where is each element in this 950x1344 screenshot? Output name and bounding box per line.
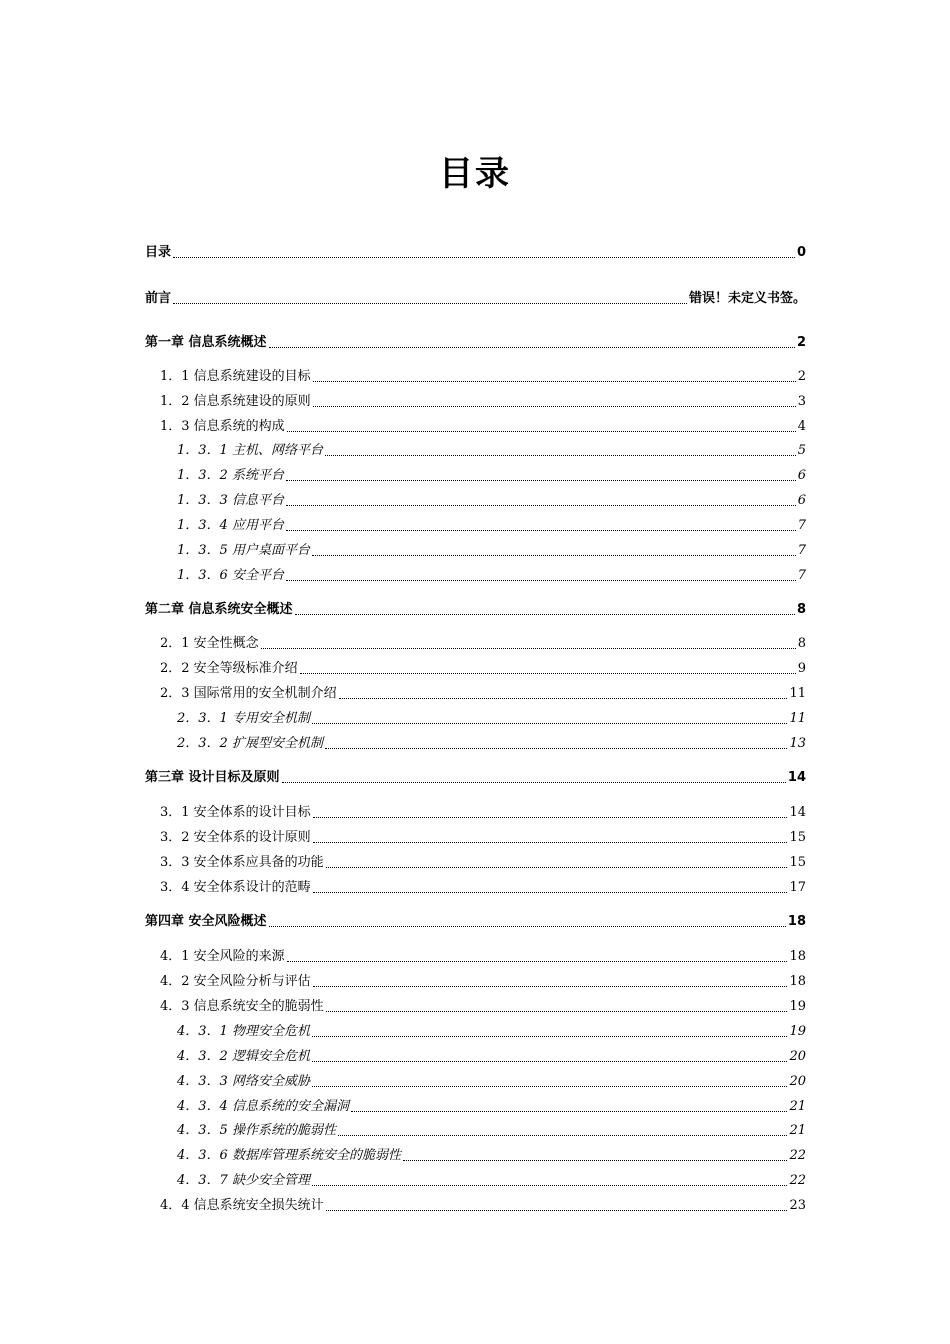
- toc-entry-page-number: 18: [789, 949, 806, 964]
- toc-entry-page-number: 14: [787, 770, 806, 785]
- dot-leader: [326, 867, 788, 868]
- dot-leader: [313, 381, 796, 382]
- toc-entry-title: 1．3．3 信息平台: [177, 493, 284, 508]
- toc-entry[interactable]: [177, 1118, 806, 1140]
- toc-entry-page-number: 22: [789, 1173, 806, 1188]
- toc-entry-title: 第四章 安全风险概述: [145, 914, 267, 929]
- toc-entry[interactable]: [177, 1168, 806, 1190]
- toc-entry-page-number: 20: [789, 1074, 806, 1089]
- toc-entry-title: 3．1 安全体系的设计目标: [160, 805, 311, 820]
- toc-entry-page-number: 2: [797, 369, 806, 384]
- toc-entry-page-number: 21: [789, 1099, 806, 1114]
- toc-entry-page-number: 4: [797, 419, 806, 434]
- toc-entry-page-number: 19: [789, 999, 806, 1014]
- toc-entry-title: 3．3 安全体系应具备的功能: [160, 855, 324, 870]
- toc-entry-page-number: 11: [789, 711, 806, 726]
- toc-entry-title: 2．1 安全性概念: [160, 636, 259, 651]
- toc-entry-page-number: 9: [797, 661, 806, 676]
- toc-entry-title: 3．2 安全体系的设计原则: [160, 830, 311, 845]
- toc-entry[interactable]: [145, 240, 806, 262]
- toc-entry-title: 1．3．6 安全平台: [177, 568, 284, 583]
- dot-leader: [312, 1061, 788, 1062]
- dot-leader: [286, 580, 796, 581]
- toc-entry-title: 1．3．2 系统平台: [177, 468, 284, 483]
- dot-leader: [269, 347, 795, 348]
- toc-entry-page-number: 7: [797, 518, 806, 533]
- toc-entry[interactable]: [177, 463, 806, 485]
- toc-entry[interactable]: [177, 488, 806, 510]
- toc-entry[interactable]: [177, 513, 806, 535]
- dot-leader: [351, 1111, 788, 1112]
- toc-entry-page-number: 7: [797, 568, 806, 583]
- dot-leader: [313, 842, 788, 843]
- toc-entry[interactable]: [177, 706, 806, 728]
- toc-entry-title: 第二章 信息系统安全概述: [145, 602, 293, 617]
- toc-entry-title: 4．3．3 网络安全威胁: [177, 1074, 310, 1089]
- dot-leader: [173, 257, 795, 258]
- toc-entry-page-number: 0: [796, 245, 806, 260]
- toc-entry-page-number: 18: [787, 914, 806, 929]
- toc-entry-title: 1．1 信息系统建设的目标: [160, 369, 311, 384]
- toc-entry[interactable]: [160, 850, 806, 872]
- dot-leader: [403, 1160, 788, 1161]
- dot-leader: [300, 673, 796, 674]
- toc-entry-page-number: 错误！未定义书签。: [688, 291, 806, 306]
- toc-entry[interactable]: [160, 656, 806, 678]
- toc-entry-title: 4．3．1 物理安全危机: [177, 1024, 310, 1039]
- dot-leader: [286, 505, 796, 506]
- dot-leader: [338, 1135, 788, 1136]
- toc-entry-page-number: 17: [789, 880, 806, 895]
- dot-leader: [325, 748, 788, 749]
- toc-entry[interactable]: [177, 1143, 806, 1165]
- dot-leader: [312, 555, 796, 556]
- dot-leader: [287, 961, 788, 962]
- toc-entry-title: 目录: [145, 245, 172, 260]
- dot-leader: [295, 614, 795, 615]
- toc-entry-title: 4．3．2 逻辑安全危机: [177, 1049, 310, 1064]
- toc-entry[interactable]: [160, 994, 806, 1016]
- toc-entry-title: 4．4 信息系统安全损失统计: [160, 1198, 324, 1213]
- toc-entry[interactable]: [160, 944, 806, 966]
- toc-entry-title: 前言: [145, 291, 172, 306]
- dot-leader: [261, 648, 796, 649]
- toc-entry-title: 4．3 信息系统安全的脆弱性: [160, 999, 324, 1014]
- toc-entry-page-number: 18: [789, 974, 806, 989]
- dot-leader: [326, 1011, 788, 1012]
- toc-entry-page-number: 8: [796, 602, 806, 617]
- dot-leader: [313, 817, 788, 818]
- toc-entry[interactable]: [145, 597, 806, 619]
- toc-entry[interactable]: [177, 538, 806, 560]
- toc-entry-title: 第一章 信息系统概述: [145, 335, 267, 350]
- dot-leader: [339, 698, 788, 699]
- dot-leader: [269, 926, 786, 927]
- toc-entry-page-number: 21: [789, 1123, 806, 1138]
- toc-entry[interactable]: [145, 765, 806, 787]
- toc-entry-title: 1．3．1 主机、网络平台: [177, 443, 323, 458]
- toc-entry[interactable]: [177, 563, 806, 585]
- toc-entry[interactable]: [160, 364, 806, 386]
- dot-leader: [287, 431, 796, 432]
- toc-entry[interactable]: [160, 681, 806, 703]
- toc-entry[interactable]: [145, 286, 806, 308]
- toc-entry-title: 1．3 信息系统的构成: [160, 419, 285, 434]
- toc-entry-page-number: 20: [789, 1049, 806, 1064]
- toc-entry-title: 第三章 设计目标及原则: [145, 770, 280, 785]
- dot-leader: [282, 782, 786, 783]
- toc-entry[interactable]: [145, 909, 806, 931]
- toc-entry-page-number: 22: [789, 1148, 806, 1163]
- toc-entry[interactable]: [177, 731, 806, 753]
- toc-entry-title: 4．3．5 操作系统的脆弱性: [177, 1123, 336, 1138]
- toc-entry[interactable]: [160, 1193, 806, 1215]
- toc-entry[interactable]: [160, 389, 806, 411]
- dot-leader: [312, 723, 788, 724]
- toc-entry[interactable]: [160, 800, 806, 822]
- dot-leader: [286, 530, 796, 531]
- toc-entry-title: 1．3．4 应用平台: [177, 518, 284, 533]
- toc-entry-page-number: 15: [789, 855, 806, 870]
- toc-entry[interactable]: [160, 414, 806, 436]
- toc-entry-title: 4．2 安全风险分析与评估: [160, 974, 311, 989]
- toc-entry-title: 4．3．7 缺少安全管理: [177, 1173, 310, 1188]
- toc-entry-title: 3．4 安全体系设计的范畴: [160, 880, 311, 895]
- toc-entry-title: 2．3．1 专用安全机制: [177, 711, 310, 726]
- toc-entry[interactable]: [145, 330, 806, 352]
- dot-leader: [313, 406, 796, 407]
- toc-entry-page-number: 14: [789, 805, 806, 820]
- toc-entry[interactable]: [177, 1044, 806, 1066]
- toc-entry-title: 2．3．2 扩展型安全机制: [177, 736, 323, 751]
- toc-entry-page-number: 7: [797, 543, 806, 558]
- toc-entry-page-number: 6: [797, 493, 806, 508]
- toc-entry[interactable]: [177, 1019, 806, 1041]
- dot-leader: [313, 892, 788, 893]
- dot-leader: [312, 1185, 788, 1186]
- toc-entry[interactable]: [160, 631, 806, 653]
- toc-entry-title: 1．3．5 用户桌面平台: [177, 543, 310, 558]
- toc-entry[interactable]: [160, 825, 806, 847]
- toc-entry-title: 2．2 安全等级标准介绍: [160, 661, 298, 676]
- dot-leader: [313, 986, 788, 987]
- toc-entry-title: 2．3 国际常用的安全机制介绍: [160, 686, 337, 701]
- toc-entry[interactable]: [160, 875, 806, 897]
- toc-entry-page-number: 5: [797, 443, 806, 458]
- dot-leader: [312, 1086, 788, 1087]
- toc-entry-title: 1．2 信息系统建设的原则: [160, 394, 311, 409]
- toc-entry[interactable]: [177, 1094, 806, 1116]
- toc-entry-page-number: 23: [789, 1198, 806, 1213]
- toc-entry-page-number: 6: [797, 468, 806, 483]
- dot-leader: [312, 1036, 788, 1037]
- toc-entry-page-number: 8: [797, 636, 806, 651]
- toc-entry-title: 4．3．4 信息系统的安全漏洞: [177, 1099, 349, 1114]
- dot-leader: [325, 455, 796, 456]
- dot-leader: [286, 480, 796, 481]
- toc-entry-page-number: 3: [797, 394, 806, 409]
- toc-entry-page-number: 13: [789, 736, 806, 751]
- dot-leader: [326, 1210, 788, 1211]
- toc-entry-page-number: 2: [796, 335, 806, 350]
- page-title: 目录: [439, 154, 511, 194]
- toc-entry[interactable]: [177, 1069, 806, 1091]
- toc-entry-page-number: 15: [789, 830, 806, 845]
- toc-entry-title: 4．3．6 数据库管理系统安全的脆弱性: [177, 1148, 401, 1163]
- toc-entry-page-number: 19: [789, 1024, 806, 1039]
- toc-entry[interactable]: [160, 969, 806, 991]
- toc-entry[interactable]: [177, 438, 806, 460]
- dot-leader: [173, 303, 687, 304]
- toc-entry-title: 4．1 安全风险的来源: [160, 949, 285, 964]
- toc-entry-page-number: 11: [789, 686, 806, 701]
